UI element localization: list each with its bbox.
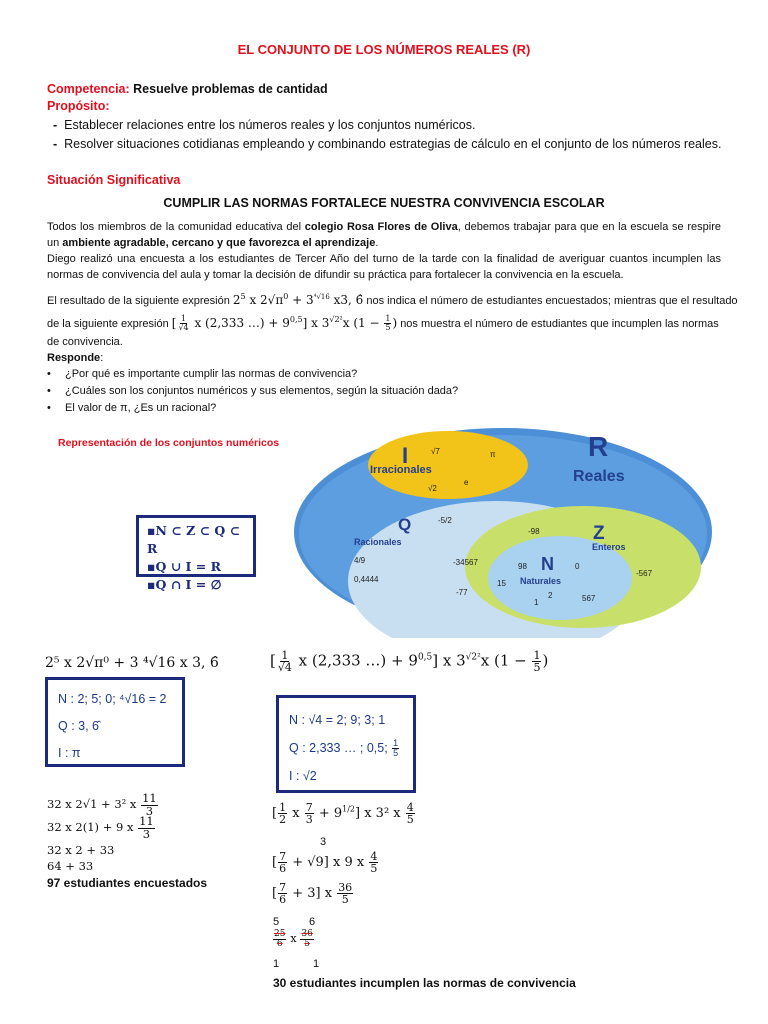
svg-text:e: e [464,478,469,487]
svg-text:√7: √7 [431,447,440,456]
svg-text:√2: √2 [428,484,437,493]
relation-2: ▪Q ∪ I = R [147,559,221,574]
left-classification-box: N : 2; 5; 0; ⁴√16 = 2 Q : 3, 6̂ I : π [45,677,185,767]
svg-text:0: 0 [575,562,580,571]
left-step-4: 64 + 33 [47,859,94,873]
relation-1: ▪N ⊂ Z ⊂ Q ⊂ R [147,523,241,556]
relations-box [136,515,256,592]
right-step-cancel: $\frac{25}{6}$ x $\frac{36}{5}$ [274,929,313,949]
question-1: • ¿Por qué es importante cumplir las normas de convivencia? [47,368,358,380]
paragraph-4: de la siguiente expresión [ $\frac{1}{√4}$ x (2,333 …) + $9^{0,5}$] x $3^{√2^2}x$ (1 − $\frac{1}{5}$ ) nos muestra el número de estudiantes que incumplen las normas [47,314,719,332]
svg-text:567: 567 [582,594,596,603]
svg-text:-77: -77 [456,588,468,597]
question-2: • ¿Cuáles son los conjuntos numéricos y sus elementos, según la situación dada? [47,385,459,397]
right-step-2: [ $\frac{7}{6}$ + √9] x 9 x $\frac{4}{5}$ [272,850,378,875]
responde-line: Responde: [47,352,104,364]
paragraph-5: de convivencia. [47,336,123,348]
left-expression: 2⁵ x 2√π⁰ + 3 ⁴√16 x 3, 6̂ [45,655,219,671]
left-step-2: 32 x 2(1) + 9 x $\frac{11}{3}$ [47,814,154,841]
svg-text:4/9: 4/9 [354,556,366,565]
svg-text:1: 1 [534,598,539,607]
R-name: Reales [573,468,625,485]
svg-text:15: 15 [497,579,506,588]
Q-letter: Q [398,515,412,534]
question-3: • El valor de π, ¿Es un racional? [47,402,217,414]
expression-1: $2^5$ x $2√\pi^0 + 3^{^4√16}$ x3, 6̂ [232,292,364,307]
N-name: Naturales [520,576,562,586]
left-step-3: 32 x 2 + 33 [47,843,115,857]
I-letter: I [402,443,409,468]
svg-text:0,4444: 0,4444 [354,575,379,584]
competencia-text: Resuelve problemas de cantidad [133,82,328,96]
paragraph-2: Diego realizó una encuesta a los estudiantes de Tercer Año del turno de la tarde con la finalidad de averiguar cuantos incumplen las normas de convivencia del aula y tomar la decisión de difundir su práctica para fortalecer la convivencia en la escuela. [47,253,721,281]
right-expression: [ $\frac{1}{√4}$ x (2,333 …) + $9^{0,5}$] x $3^{√2^2}x$ (1 − $\frac{1}{5}$ ) [270,649,549,674]
paragraph-3: El resultado de la siguiente expresión $2^5$ x $2√\pi^0 + 3^{^4√16}$ x3, 6̂ nos indica el número de estudiantes encuestados; mientras que el resultado [47,292,738,307]
right-classification-box: N : √4 = 2; 9; 3; 1 Q : 2,333 … ; 0,5; $\frac{1}{5}$ I : √2 [276,695,416,793]
svg-text:-567: -567 [636,569,653,578]
proposito-item-1: - Establecer relaciones entre los números reales y los conjuntos numéricos. [53,118,476,132]
left-step-1: 32 x 2√1 + 3² x $\frac{11}{3}$ [47,791,157,818]
page-title: EL CONJUNTO DE LOS NÚMEROS REALES (R) [237,42,531,57]
proposito-label: Propósito: [47,99,110,113]
svg-text:-98: -98 [528,527,540,536]
svg-text:2: 2 [548,591,553,600]
svg-text:-34567: -34567 [453,558,478,567]
svg-text:π: π [490,450,496,459]
responde-label: Responde [47,352,101,364]
right-result: 30 estudiantes incumplen las normas de convivencia [273,976,576,990]
situacion-heading: CUMPLIR LAS NORMAS FORTALECE NUESTRA CONVIVENCIA ESCOLAR [163,196,605,210]
representacion-label: Representación de los conjuntos numéricos [58,437,280,449]
cancel-factor-3: 3 [320,836,327,848]
paragraph-1: Todos los miembros de la comunidad educativa del colegio Rosa Flores de Oliva, debemos trabajar para que en la escuela se respire un ambiente agradable, cercano y que favorezca el aprendizaje. [47,221,721,249]
expression-2: [ $\frac{1}{√4}$ x (2,333 …) + $9^{0,5}$] x $3^{√2^2}x$ (1 − $\frac{1}{5}$ ) [171,314,398,332]
right-step-3: [ $\frac{7}{6}$ + 3] x $\frac{36}{5}$ [272,881,353,906]
R-letter: R [588,431,609,462]
left-result: 97 estudiantes encuestados [47,876,208,890]
right-step-1: [ $\frac{1}{2}$ x $\frac{7}{3}$ + $9^{1/2}$] x 3² x $\frac{4}{5}$ [272,801,414,826]
proposito-item-2: - Resolver situaciones cotidianas empleando y combinando estrategias de cálculo en el conjunto de los números reales. [53,137,722,151]
Z-name: Enteros [592,542,626,552]
Q-name: Racionales [354,537,402,547]
svg-text:-5/2: -5/2 [438,516,452,525]
situacion-label: Situación Significativa [47,173,181,187]
Z-letter: Z [593,523,605,544]
N-letter: N [541,554,554,574]
competencia-label: Competencia: [47,82,130,96]
relation-3: ▪Q ∩ I = ∅ [147,577,222,592]
competencia-line [47,82,328,96]
I-name: Irracionales [370,464,432,476]
sets-diagram [290,418,726,638]
svg-text:98: 98 [518,562,527,571]
